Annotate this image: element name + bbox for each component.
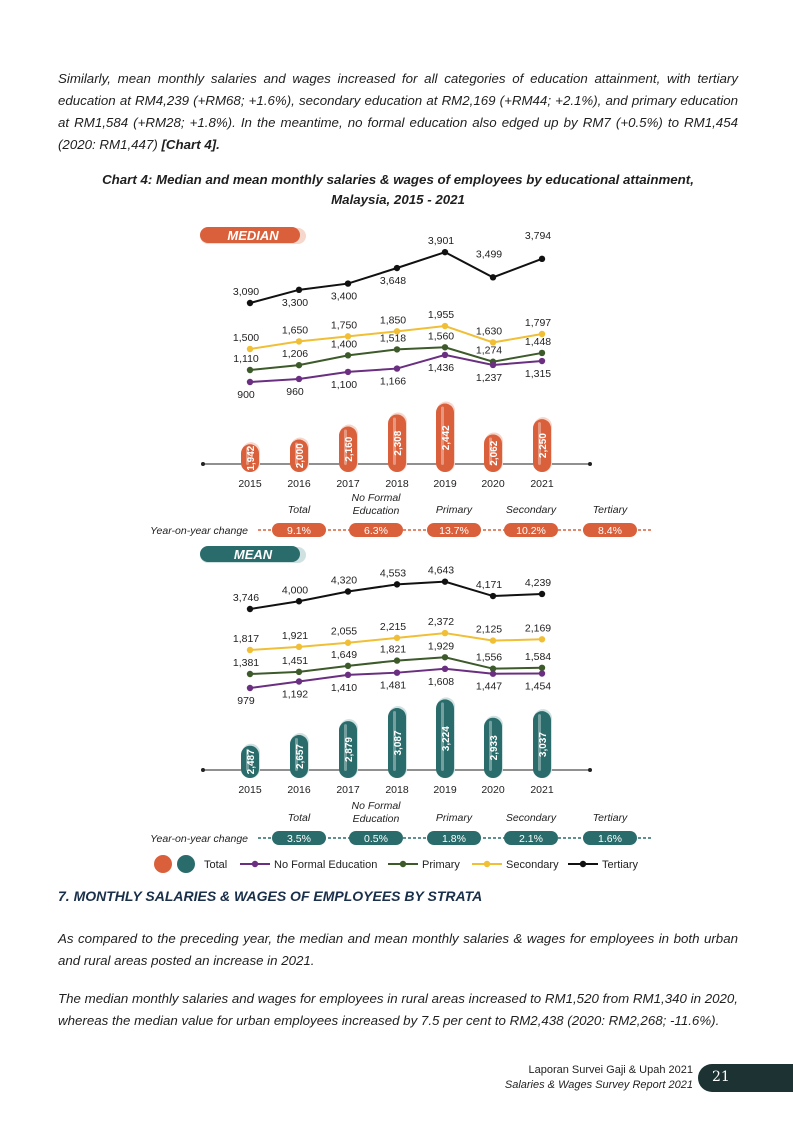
legend-primary-label: Primary	[422, 859, 460, 871]
median-axis-end-dot	[588, 462, 592, 466]
mean-yoy-value: 1.6%	[598, 833, 622, 845]
mean-point-primary	[345, 663, 351, 669]
mean-year-label: 2021	[530, 784, 554, 796]
median-point-secondary	[442, 323, 448, 329]
median-year-label: 2020	[481, 478, 505, 490]
median-point-tertiary	[490, 274, 496, 280]
median-yoy-value: 8.4%	[598, 525, 622, 537]
mean-data-label: 1,921	[281, 629, 309, 642]
mean-data-label: 2,372	[427, 616, 455, 629]
median-yoy-value: 13.7%	[439, 525, 469, 537]
mean-data-label: 1,608	[427, 675, 455, 688]
mean-data-label: 1,649	[330, 648, 358, 661]
median-data-label: 1,518	[379, 332, 407, 345]
median-point-no-formal-education	[296, 376, 302, 382]
median-data-label: 3,400	[330, 290, 358, 303]
median-yoy-category: Education	[352, 505, 400, 517]
median-data-label: 1,274	[475, 344, 503, 357]
mean-data-label: 4,239	[524, 576, 552, 589]
median-yoy-category: Tertiary	[592, 504, 628, 516]
median-data-label: 900	[237, 389, 255, 401]
median-point-tertiary	[247, 300, 253, 306]
mean-header-label: MEAN	[233, 547, 273, 562]
footer-title-malay: Laporan Survei Gaji & Upah 2021	[528, 1064, 693, 1076]
mean-yoy-value: 0.5%	[364, 833, 388, 845]
median-data-label: 3,300	[281, 296, 309, 309]
mean-data-label: 1,381	[232, 657, 260, 669]
mean-data-label: 979	[237, 695, 255, 707]
mean-point-secondary	[345, 640, 351, 646]
mean-point-secondary	[442, 630, 448, 636]
mean-point-tertiary	[539, 591, 545, 597]
median-data-label: 1,448	[524, 335, 552, 348]
median-yoy-title: Year-on-year change	[150, 525, 248, 537]
median-bar-label: 1,942	[246, 445, 257, 471]
median-data-label: 1,436	[427, 361, 455, 374]
median-data-label: 1,237	[475, 371, 503, 384]
mean-data-label: 1,192	[281, 688, 309, 701]
legend-total-mean-swatch	[177, 855, 195, 873]
median-point-tertiary	[296, 287, 302, 293]
mean-point-no-formal-education	[296, 678, 302, 684]
median-year-label: 2019	[433, 478, 457, 490]
mean-data-label: 3,746	[232, 592, 260, 604]
mean-data-label: 4,171	[475, 579, 503, 592]
strata-paragraph-1: As compared to the preceding year, the median and mean monthly salaries & wages for employees in both urban and rural areas posted an increase in 2021.	[58, 931, 738, 968]
mean-point-primary	[539, 665, 545, 671]
mean-point-tertiary	[442, 578, 448, 584]
mean-point-tertiary	[296, 598, 302, 604]
median-point-no-formal-education	[345, 369, 351, 375]
median-data-label: 3,090	[232, 286, 260, 298]
mean-bar-label: 3,224	[441, 726, 452, 752]
mean-data-label: 4,643	[427, 564, 455, 577]
mean-yoy-category: No Formal	[351, 800, 401, 812]
mean-bar-label: 3,037	[538, 732, 549, 758]
median-point-no-formal-education	[442, 352, 448, 358]
page-number: 21	[712, 1069, 730, 1085]
median-bar-label: 2,062	[489, 440, 500, 466]
mean-yoy-value: 2.1%	[519, 833, 543, 845]
mean-data-label: 1,447	[475, 680, 503, 693]
mean-point-secondary	[296, 644, 302, 650]
mean-point-primary	[247, 671, 253, 677]
mean-point-tertiary	[490, 593, 496, 599]
mean-data-label: 4,553	[379, 567, 407, 580]
mean-yoy-category: Education	[352, 813, 400, 825]
median-point-secondary	[296, 338, 302, 344]
mean-yoy-category: Tertiary	[592, 812, 628, 824]
median-bar-label: 2,308	[393, 430, 404, 456]
mean-point-no-formal-education	[345, 672, 351, 678]
legend-total-median-swatch	[154, 855, 172, 873]
median-data-label: 3,901	[427, 235, 455, 248]
mean-point-primary	[296, 669, 302, 675]
mean-point-primary	[394, 657, 400, 663]
mean-point-tertiary	[345, 588, 351, 594]
legend	[154, 855, 639, 873]
median-yoy-value: 6.3%	[364, 525, 388, 537]
mean-axis-start-dot	[201, 768, 205, 772]
mean-point-primary	[442, 654, 448, 660]
mean-data-label: 4,000	[281, 584, 309, 597]
median-point-no-formal-education	[490, 362, 496, 368]
chart-title-line2: Malaysia, 2015 - 2021	[331, 192, 465, 207]
mean-year-label: 2016	[287, 784, 311, 796]
legend-no-formal-label: No Formal Education	[274, 859, 378, 871]
median-point-secondary	[247, 346, 253, 352]
median-bar-label: 2,160	[344, 436, 355, 462]
median-point-tertiary	[394, 265, 400, 271]
mean-point-secondary	[247, 647, 253, 653]
mean-year-label: 2017	[336, 784, 360, 796]
median-bar-label: 2,250	[538, 433, 549, 459]
median-data-label: 1,500	[232, 332, 260, 344]
mean-point-secondary	[394, 635, 400, 641]
mean-data-label: 1,929	[427, 640, 455, 653]
legend-primary-marker	[400, 861, 406, 867]
mean-yoy-value: 1.8%	[442, 833, 466, 845]
median-year-label: 2016	[287, 478, 311, 490]
median-data-label: 1,315	[524, 368, 552, 381]
median-axis-start-dot	[201, 462, 205, 466]
chart-title-line1: Chart 4: Median and mean monthly salaries & wages of employees by educational attainment,	[102, 172, 694, 187]
median-point-tertiary	[442, 249, 448, 255]
mean-data-label: 1,556	[475, 651, 503, 664]
mean-point-tertiary	[247, 606, 253, 612]
mean-bar-label: 3,087	[393, 730, 404, 756]
legend-tertiary-label: Tertiary	[602, 859, 639, 871]
median-data-label: 1,206	[281, 348, 309, 361]
mean-yoy-value: 3.5%	[287, 833, 311, 845]
mean-data-label: 1,821	[379, 643, 407, 656]
intro-text: Similarly, mean monthly salaries and wages increased for all categories of education attainment, with tertiary education at RM4,239 (+RM68; +1.6%), secondary education at RM2,169 (+RM44; +2.1%), and primary education at RM1,584 (+RM28; +1.8%). In the meantime, no formal education also edged up by RM7 (+0.5%) to RM1,454 (2020: RM1,447)	[58, 71, 738, 152]
median-header-label: MEDIAN	[227, 228, 279, 243]
median-year-label: 2015	[238, 478, 262, 490]
mean-bar-label: 2,657	[295, 743, 306, 770]
mean-point-no-formal-education	[490, 671, 496, 677]
median-point-primary	[394, 346, 400, 352]
median-yoy-category: Primary	[435, 504, 473, 516]
median-data-label: 1,650	[281, 324, 309, 337]
mean-point-no-formal-education	[539, 670, 545, 676]
median-point-no-formal-education	[539, 358, 545, 364]
median-yoy-value: 9.1%	[287, 525, 311, 537]
median-yoy-category: No Formal	[351, 492, 401, 504]
median-data-label: 1,110	[233, 353, 259, 365]
legend-total-label: Total	[204, 859, 228, 871]
median-point-primary	[247, 367, 253, 373]
chart-reference: [Chart 4].	[161, 137, 220, 152]
median-data-label: 3,794	[524, 229, 552, 242]
median-data-label: 1,630	[475, 325, 503, 338]
median-point-no-formal-education	[247, 379, 253, 385]
median-data-label: 1,750	[330, 319, 358, 332]
mean-point-tertiary	[394, 581, 400, 587]
mean-data-label: 1,410	[330, 681, 358, 694]
median-data-label: 960	[286, 385, 304, 398]
median-year-label: 2021	[530, 478, 554, 490]
median-data-label: 3,648	[379, 275, 407, 288]
median-data-label: 1,797	[524, 317, 552, 330]
median-point-primary	[539, 350, 545, 356]
median-data-label: 1,560	[427, 330, 455, 343]
mean-point-no-formal-education	[247, 685, 253, 691]
mean-yoy-category: Total	[287, 812, 311, 824]
section-heading: 7. MONTHLY SALARIES & WAGES OF EMPLOYEES BY STRATA	[58, 888, 483, 904]
median-point-tertiary	[539, 256, 545, 262]
median-bar-label: 2,000	[295, 443, 306, 469]
mean-data-label: 4,320	[330, 574, 358, 587]
mean-year-label: 2019	[433, 784, 457, 796]
median-data-label: 1,166	[379, 375, 407, 388]
mean-data-label: 1,817	[232, 633, 260, 645]
strata-paragraph-2: The median monthly salaries and wages for employees in rural areas increased to RM1,520 from RM1,340 in 2020, whereas the median value for urban employees increased by 7.5 per cent to RM2,438 (2020: RM2,268; -11.6%).	[58, 991, 738, 1028]
mean-data-label: 1,481	[379, 679, 407, 692]
mean-year-label: 2020	[481, 784, 505, 796]
footer-title-english: Salaries & Wages Survey Report 2021	[504, 1079, 693, 1091]
legend-secondary-label: Secondary	[506, 859, 559, 871]
mean-data-label: 1,451	[281, 654, 309, 667]
mean-data-label: 2,215	[379, 620, 407, 633]
median-point-primary	[296, 362, 302, 368]
median-data-label: 1,100	[330, 378, 358, 391]
median-bar-label: 2,442	[441, 425, 452, 451]
mean-bar-label: 2,487	[246, 749, 257, 775]
mean-data-label: 2,169	[524, 622, 552, 635]
median-data-label: 1,850	[379, 314, 407, 327]
mean-yoy-title: Year-on-year change	[150, 833, 248, 845]
median-point-no-formal-education	[394, 365, 400, 371]
mean-year-label: 2018	[385, 784, 409, 796]
mean-data-label: 1,454	[524, 680, 552, 693]
mean-data-label: 2,055	[330, 625, 358, 638]
median-year-label: 2018	[385, 478, 409, 490]
median-data-label: 3,499	[475, 248, 503, 261]
mean-yoy-category: Secondary	[505, 812, 557, 824]
mean-data-label: 1,584	[524, 650, 552, 663]
mean-year-label: 2015	[238, 784, 262, 796]
median-year-label: 2017	[336, 478, 360, 490]
mean-point-no-formal-education	[442, 666, 448, 672]
footer	[505, 1063, 693, 1093]
mean-bar-label: 2,933	[489, 735, 500, 761]
mean-point-secondary	[539, 636, 545, 642]
median-point-primary	[442, 344, 448, 350]
legend-secondary-marker	[484, 861, 490, 867]
mean-point-secondary	[490, 637, 496, 643]
median-yoy-category: Total	[287, 504, 311, 516]
median-data-label: 1,400	[330, 338, 358, 351]
page-number-tab	[698, 1064, 793, 1092]
mean-bar-label: 2,879	[344, 737, 355, 763]
median-panel	[150, 227, 652, 537]
median-yoy-value: 10.2%	[516, 525, 546, 537]
mean-axis-end-dot	[588, 768, 592, 772]
legend-tertiary-marker	[580, 861, 586, 867]
median-point-primary	[345, 352, 351, 358]
mean-point-no-formal-education	[394, 669, 400, 675]
legend-no-formal-marker	[252, 861, 258, 867]
mean-yoy-category: Primary	[435, 812, 473, 824]
mean-panel	[150, 546, 652, 845]
median-data-label: 1,955	[427, 309, 455, 322]
median-yoy-category: Secondary	[505, 504, 557, 516]
median-point-tertiary	[345, 280, 351, 286]
mean-data-label: 2,125	[475, 623, 503, 636]
